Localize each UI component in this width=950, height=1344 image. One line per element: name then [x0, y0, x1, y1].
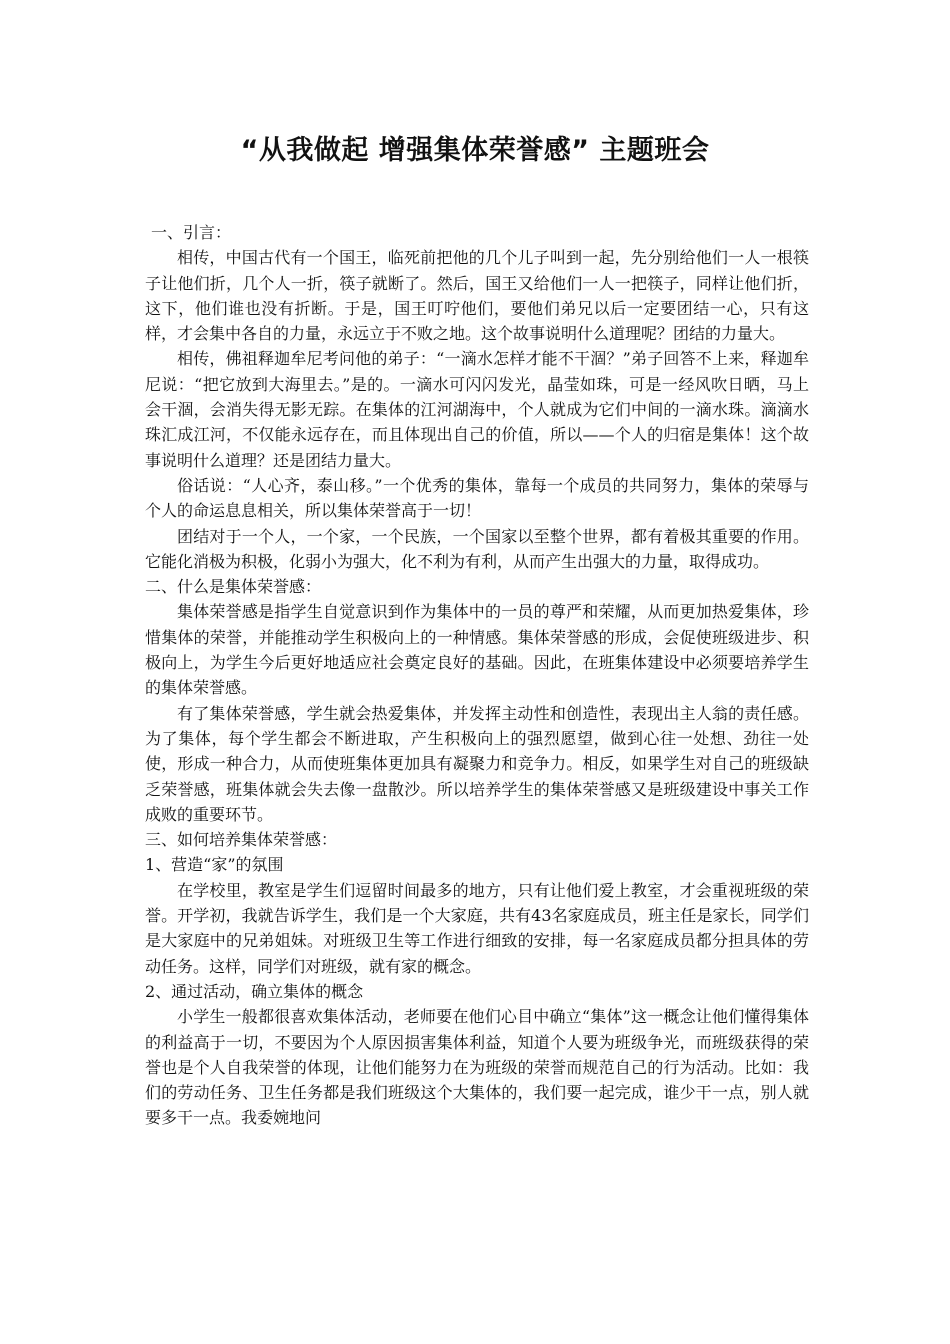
paragraph: 小学生一般都很喜欢集体活动，老师要在他们心目中确立“集体”这一概念让他们懂得集体的利益高于一切，不要因为个人原因损害集体利益，知道个人要为班级争光，而班级获得的荣誉也是个人自我荣誉的体现，让他们能努力在为班级的荣誉而规范自己的行为活动。比如：我们的劳动任务、卫生任务都是我们班级这个大集体的，我们要一起完成，谁少干一点，别人就要多干一点。我委婉地问 [145, 1007, 809, 1128]
paragraph: 相传，中国古代有一个国王，临死前把他的几个儿子叫到一起，先分别给他们一人一根筷子让他们折，几个人一折，筷子就断了。然后，国王又给他们一人一把筷子，同样让他们折，这下，他们谁也没有折断。于是，国王叮咛他们，要他们弟兄以后一定要团结一心，只有这样，才会集中各自的力量，永远立于不败之地。这个故事说明什么道理呢？团结的力量大。 [145, 248, 809, 344]
paragraph: 有了集体荣誉感，学生就会热爱集体，并发挥主动性和创造性，表现出主人翁的责任感。为了集体，每个学生都会不断进取，产生积极向上的强烈愿望，做到心往一处想、劲往一处使，形成一种合力，从而使班集体更加具有凝聚力和竞争力。相反，如果学生对自己的班级缺乏荣誉感，班集体就会失去像一盘散沙。所以培养学生的集体荣誉感又是班级建设中事关工作成败的重要环节。 [145, 703, 809, 824]
document-body [145, 220, 809, 1131]
paragraph: 俗话说：“人心齐，泰山移。”一个优秀的集体，靠每一个成员的共同努力，集体的荣辱与个人的命运息息相关，所以集体荣誉高于一切！ [145, 475, 809, 521]
subsection-heading-activities: 2、通过活动，确立集体的概念 [145, 981, 364, 1001]
paragraph: 团结对于一个人，一个家，一个民族，一个国家以至整个世界，都有着极其重要的作用。它能化消极为积极，化弱小为强大，化不利为有利，从而产生出强大的力量，取得成功。 [145, 526, 809, 571]
paragraph: 相传，佛祖释迦牟尼考问他的弟子：“一滴水怎样才能不干涸？”弟子回答不上来，释迦牟尼说：“把它放到大海里去。”是的。一滴水可闪闪发光，晶莹如珠，可是一经风吹日晒，马上会干涸，会消失得无影无踪。在集体的江河湖海中，个人就成为它们中间的一滴水珠。滴滴水珠汇成江河，不仅能永远存在，而且体现出自己的价值，所以——个人的归宿是集体！这个故事说明什么道理？还是团结力量大。 [145, 349, 809, 470]
section-heading-methods: 三、如何培养集体荣誉感： [145, 830, 338, 850]
section-heading-intro: 一、引言： [151, 223, 232, 242]
document-title: “从我做起 增强集体荣誉感” 主题班会 [240, 135, 710, 166]
paragraph: 集体荣誉感是指学生自觉意识到作为集体中的一员的尊严和荣耀，从而更加热爱集体，珍惜集体的荣誉，并能推动学生积极向上的一种情感。集体荣誉感的形成，会促使班级进步、积极向上，为学生今后更好地适应社会奠定良好的基础。因此，在班集体建设中必须要培养学生的集体荣誉感。 [145, 602, 809, 698]
paragraph: 在学校里，教室是学生们逗留时间最多的地方，只有让他们爱上教室，才会重视班级的荣誉。开学初，我就告诉学生，我们是一个大家庭，共有43名家庭成员，班主任是家长，同学们是大家庭中的兄弟姐妹。对班级卫生等工作进行细致的安排，每一名家庭成员都分担具体的劳动任务。这样，同学们对班级，就有家的概念。 [145, 880, 809, 976]
subsection-heading-home: 1、营造“家”的氛围 [145, 855, 284, 875]
section-heading-definition: 二、什么是集体荣誉感： [145, 577, 322, 597]
